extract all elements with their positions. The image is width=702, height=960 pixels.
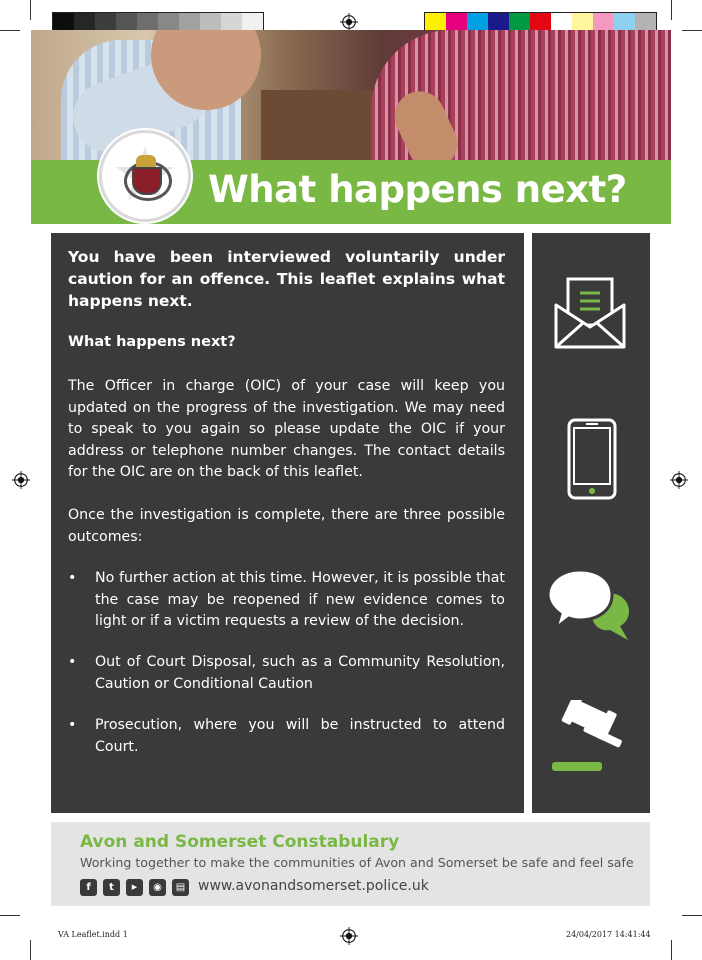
paragraph-outcomes: Once the investigation is complete, there are three possible outcomes: — [68, 507, 505, 545]
bullet-mark: • — [68, 570, 77, 586]
tagline: Working together to make the communities of Avon and Somerset be safe and feel safe — [80, 855, 634, 870]
registration-mark-bottom — [340, 927, 358, 945]
flickr-icon[interactable]: ◉ — [149, 879, 166, 896]
police-badge-logo — [99, 130, 191, 222]
intro-text: You have been interviewed voluntarily under caution for an offence. This leaflet explains what happens next. — [68, 248, 505, 310]
youtube-icon[interactable]: ▶ — [126, 879, 143, 896]
crop-mark — [671, 0, 672, 20]
list-item-text: Out of Court Disposal, such as a Community Resolution, Caution or Conditional Caution — [95, 654, 505, 692]
slug-filename: VA Leaflet.indd 1 — [58, 930, 128, 939]
registration-mark-top — [340, 13, 358, 31]
paragraph-oic: The Officer in charge (OIC) of your case will keep you updated on the progress of the investigation. We may need to speak to you again so please update the OIC if your address or telephone number changes. The contact details for the OIC are on the back of this leaflet. — [68, 378, 505, 480]
registration-mark-right — [670, 471, 688, 489]
crop-mark — [682, 30, 702, 31]
organisation-name: Avon and Somerset Constabulary — [80, 832, 400, 852]
crop-mark — [0, 915, 20, 916]
crop-mark — [0, 30, 20, 31]
website-link[interactable]: www.avonandsomerset.police.uk — [198, 878, 429, 894]
footer — [51, 822, 650, 906]
crop-mark — [682, 915, 702, 916]
list-item-text: No further action at this time. However, it is possible that the case may be reopened if new evidence comes to light or if a victim requests a review of the decision. — [95, 570, 505, 629]
speech-bubbles-icon — [548, 566, 634, 646]
gavel-icon — [550, 700, 640, 774]
crop-mark — [30, 0, 31, 20]
twitter-icon[interactable]: t — [103, 879, 120, 896]
registration-mark-left — [12, 471, 30, 489]
bullet-mark: • — [68, 717, 77, 733]
section-heading: What happens next? — [68, 334, 236, 350]
print-icon[interactable]: ▤ — [172, 879, 189, 896]
crop-mark — [30, 940, 31, 960]
facebook-icon[interactable]: f — [80, 879, 97, 896]
page-title: What happens next? — [208, 168, 627, 211]
bullet-mark: • — [68, 654, 77, 670]
slug-timestamp: 24/04/2017 14:41:44 — [566, 930, 651, 939]
crop-mark — [671, 940, 672, 960]
list-item-text: Prosecution, where you will be instructed to attend Court. — [95, 717, 505, 755]
envelope-icon — [553, 275, 627, 351]
mobile-phone-icon — [567, 418, 617, 500]
